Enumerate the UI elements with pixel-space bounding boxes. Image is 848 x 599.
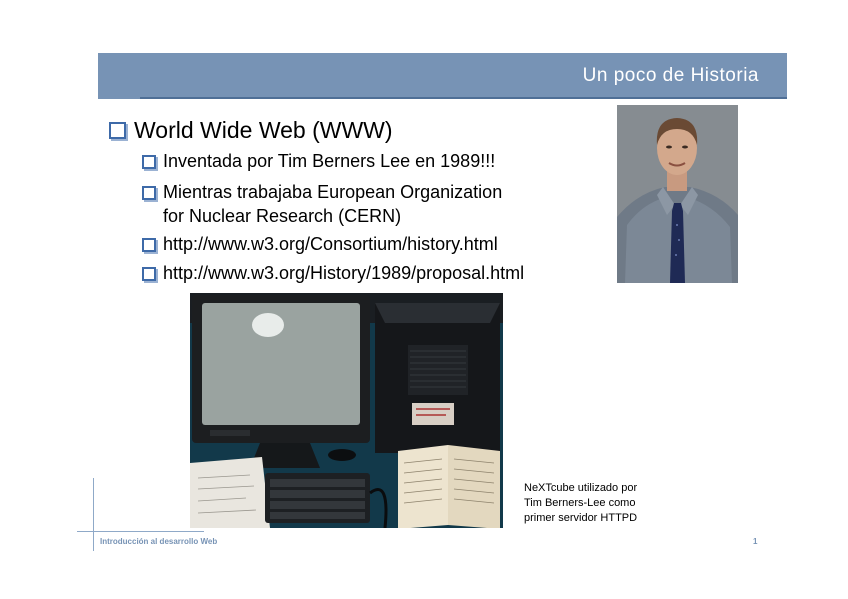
nextcube-illustration [190,293,503,528]
caption-line: NeXTcube utilizado por [524,482,638,494]
main-bullet-text: World Wide Web (WWW) [134,117,393,143]
checkbox-bullet-icon [142,238,156,252]
checkbox-bullet-icon [142,155,156,169]
portrait-photo [617,105,738,283]
caption-line: primer servidor HTTPD [524,512,638,524]
header-rule [140,97,787,99]
sub-bullet-text: Inventada por Tim Berners Lee en 1989!!! [163,151,496,171]
footer-horizontal-rule [77,531,204,532]
nextcube-photo [190,293,503,528]
portrait-illustration [617,105,738,283]
photo-caption [524,481,637,526]
checkbox-bullet-icon [142,267,156,281]
sub-bullet-line: Mientras trabajaba European Organization [163,182,503,202]
sub-bullet-3 [142,232,498,256]
checkbox-bullet-icon [109,122,126,139]
sub-bullet-4 [142,261,524,285]
sub-bullet-link[interactable]: http://www.w3.org/History/1989/proposal.html [163,263,525,283]
footer-vertical-rule [93,478,94,551]
sub-bullet-1 [142,149,495,173]
sub-bullet-text [163,180,502,228]
header-band [98,53,787,99]
main-bullet [109,117,393,144]
footer-text: Introducción al desarrollo Web [100,537,218,546]
sub-bullet-link[interactable]: http://www.w3.org/Consortium/history.html [163,234,498,254]
caption-line: Tim Berners-Lee como [524,497,636,509]
checkbox-bullet-icon [142,186,156,200]
page-number: 1 [753,537,758,546]
slide-title: Un poco de Historia [582,65,759,86]
sub-bullet-2 [142,180,502,228]
sub-bullet-line: for Nuclear Research (CERN) [163,206,402,226]
